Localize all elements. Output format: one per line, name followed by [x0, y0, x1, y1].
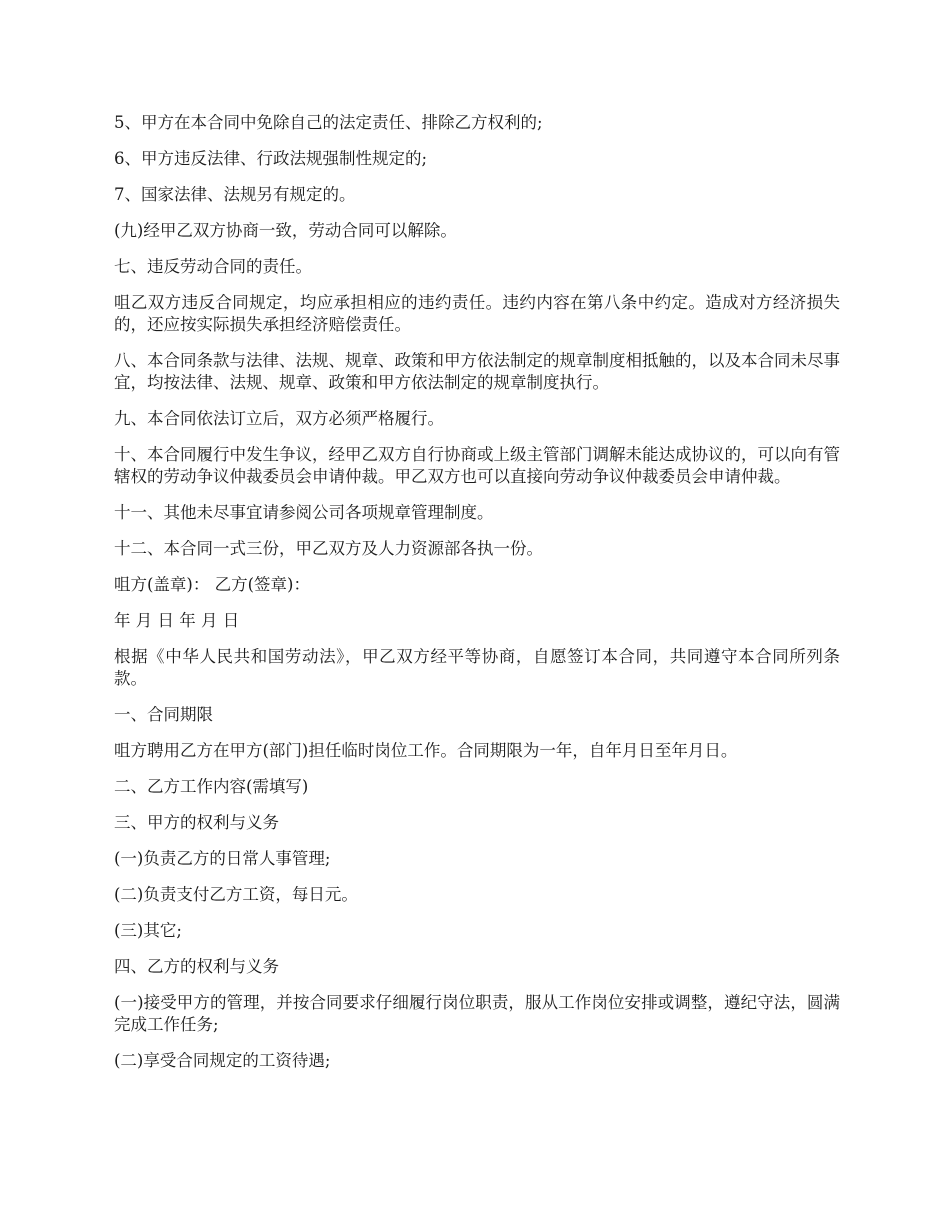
paragraph-party-b-item-1: (一)接受甲方的管理，并按合同要求仔细履行岗位职责，服从工作岗位安排或调整，遵纪守法，圆满完成工作任务; — [114, 993, 840, 1034]
paragraph-party-a-item-1: (一)负责乙方的日常人事管理; — [114, 849, 331, 868]
section-8-conflict: 八、本合同条款与法律、法规、规章、政策和甲方依法制定的规章制度相抵触的，以及本合同未尽事宜，均按法律、法规、规章、政策和甲方依法制定的规章制度执行。 — [114, 351, 840, 392]
section-12-copies: 十二、本合同一式三份，甲乙双方及人力资源部各执一份。 — [114, 539, 543, 558]
paragraph-breach-liability: 咀乙双方违反合同规定，均应承担相应的违约责任。违约内容在第八条中约定。造成对方经济损失的，还应按实际损失承担经济赔偿责任。 — [114, 293, 840, 334]
paragraph-clause-5: 5、甲方在本合同中免除自己的法定责任、排除乙方权利的; — [114, 113, 543, 132]
date-line: 年 月 日 年 月 日 — [114, 611, 240, 630]
paragraph-party-a-item-3: (三)其它; — [114, 921, 182, 940]
section-heading-1: 一、合同期限 — [114, 705, 213, 724]
paragraph-preamble: 根据《中华人民共和国劳动法》，甲乙双方经平等协商，自愿签订本合同，共同遵守本合同所列条款。 — [114, 647, 840, 688]
section-10-disputes: 十、本合同履行中发生争议，经甲乙双方自行协商或上级主管部门调解未能达成协议的，可以向有管辖权的劳动争议仲裁委员会申请仲裁。甲乙双方也可以直接向劳动争议仲裁委员会申请仲裁。 — [114, 445, 840, 486]
signature-line: 咀方(盖章)： 乙方(签章)： — [114, 575, 310, 594]
paragraph-party-b-item-2: (二)享受合同规定的工资待遇; — [114, 1051, 331, 1070]
paragraph-party-a-item-2: (二)负责支付乙方工资，每日元。 — [114, 885, 358, 904]
paragraph-contract-term: 咀方聘用乙方在甲方(部门)担任临时岗位工作。合同期限为一年，自年月日至年月日。 — [114, 741, 738, 760]
paragraph-item-9: (九)经甲乙双方协商一致，劳动合同可以解除。 — [114, 221, 457, 240]
paragraph-clause-7: 7、国家法律、法规另有规定的。 — [114, 185, 356, 204]
document-page — [114, 112, 840, 1086]
section-heading-3: 三、甲方的权利与义务 — [114, 813, 279, 832]
section-11-other: 十一、其他未尽事宜请参阅公司各项规章管理制度。 — [114, 503, 494, 522]
section-heading-2: 二、乙方工作内容(需填写) — [114, 777, 309, 796]
paragraph-clause-6: 6、甲方违反法律、行政法规强制性规定的; — [114, 149, 428, 168]
section-9-performance: 九、本合同依法订立后，双方必须严格履行。 — [114, 409, 444, 428]
section-heading-7: 七、违反劳动合同的责任。 — [114, 257, 312, 276]
section-heading-4: 四、乙方的权利与义务 — [114, 957, 279, 976]
